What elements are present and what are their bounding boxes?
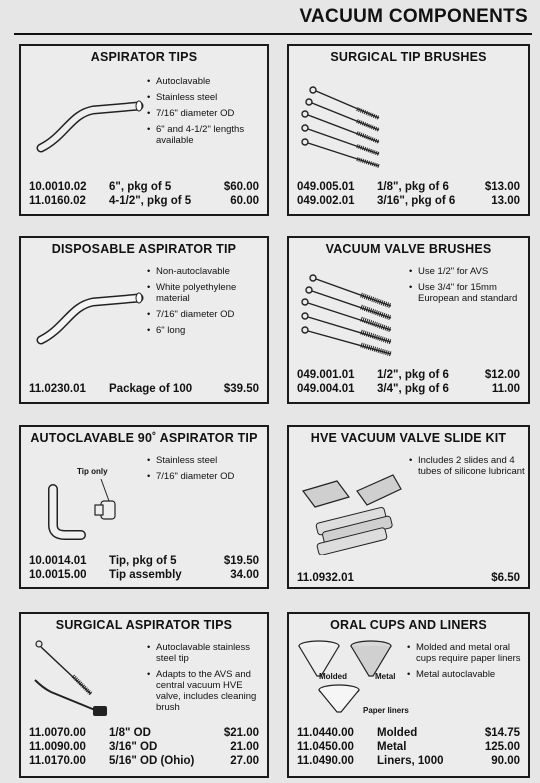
price-row: 11.0090.00 3/16" OD 21.00 bbox=[29, 741, 259, 753]
bullet: • Use 1/2" for AVS bbox=[409, 266, 525, 277]
panel-vacuum-valve-brushes bbox=[287, 236, 530, 404]
brush-illustration bbox=[299, 268, 409, 364]
bullet: • White polyethylene material bbox=[147, 282, 265, 304]
price-row: 11.0070.00 1/8" OD $21.00 bbox=[29, 727, 259, 739]
bullet: • Molded and metal oral cups require paper liners bbox=[407, 642, 527, 664]
price-row: 10.0015.00 Tip assembly 34.00 bbox=[29, 569, 259, 581]
price-row: 049.001.01 1/2", pkg of 6 $12.00 bbox=[297, 369, 520, 381]
bullet: • 7/16" diameter OD bbox=[147, 471, 265, 482]
bullet: • Use 3/4" for 15mm European and standard bbox=[409, 282, 525, 304]
price-row: 11.0490.00 Liners, 1000 90.00 bbox=[297, 755, 520, 767]
bullet: • Adapts to the AVS and central vacuum HVE valve, includes cleaning brush bbox=[147, 669, 265, 713]
panel-title: AUTOCLAVABLE 90˚ ASPIRATOR TIP bbox=[30, 431, 258, 445]
panel-oral-cups-liners bbox=[287, 612, 530, 778]
bullet: • Stainless steel bbox=[147, 92, 265, 103]
panel-title: DISPOSABLE ASPIRATOR TIP bbox=[51, 242, 237, 256]
price-row: 049.004.01 3/4", pkg of 6 11.00 bbox=[297, 383, 520, 395]
panel-surgical-tip-brushes bbox=[287, 44, 530, 216]
bullet: • Non-autoclavable bbox=[147, 266, 265, 277]
brush-illustration bbox=[299, 80, 419, 180]
bullet: • Autoclavable stainless steel tip bbox=[147, 642, 265, 664]
bullet: • Includes 2 slides and 4 tubes of silicone lubricant bbox=[409, 455, 525, 477]
bullet: • 7/16" diameter OD bbox=[147, 108, 265, 119]
panel-title: ORAL CUPS AND LINERS bbox=[330, 618, 487, 632]
price-row: 11.0450.00 Metal 125.00 bbox=[297, 741, 520, 753]
bullet: • Autoclavable bbox=[147, 76, 265, 87]
disposable-tip-illustration bbox=[35, 288, 145, 346]
panel-title: VACUUM VALVE BRUSHES bbox=[325, 242, 492, 256]
bullet: • 6" and 4-1/2" lengths available bbox=[147, 124, 265, 146]
bullet: • 7/16" diameter OD bbox=[147, 309, 265, 320]
bullet: • Metal autoclavable bbox=[407, 669, 527, 680]
ninety-degree-tip-illustration bbox=[39, 477, 139, 547]
price-row: 11.0160.02 4-1/2", pkg of 5 60.00 bbox=[29, 195, 259, 207]
bullet: • Stainless steel bbox=[147, 455, 265, 466]
slide-kit-illustration bbox=[297, 463, 412, 555]
panel-hve-slide-kit bbox=[287, 425, 530, 589]
panel-aspirator-tips bbox=[19, 44, 269, 216]
title-rule bbox=[14, 33, 532, 35]
molded-label: Molded bbox=[319, 672, 347, 681]
aspirator-tip-illustration bbox=[35, 96, 145, 154]
panel-disposable-aspirator-tip bbox=[19, 236, 269, 404]
panel-title: SURGICAL TIP BRUSHES bbox=[330, 50, 487, 64]
metal-label: Metal bbox=[375, 672, 396, 681]
bullet: • 6" long bbox=[147, 325, 265, 336]
price-row: 11.0230.01 Package of 100 $39.50 bbox=[29, 383, 259, 395]
price-row: 11.0932.01 $6.50 bbox=[297, 572, 520, 584]
page-title: VACUUM COMPONENTS bbox=[299, 6, 528, 27]
price-row: 10.0010.02 6", pkg of 5 $60.00 bbox=[29, 181, 259, 193]
panel-title: HVE VACUUM VALVE SLIDE KIT bbox=[310, 431, 507, 445]
price-row: 049.005.01 1/8", pkg of 6 $13.00 bbox=[297, 181, 520, 193]
price-row: 11.0440.00 Molded $14.75 bbox=[297, 727, 520, 739]
surgical-tip-illustration bbox=[29, 638, 139, 728]
panel-autoclavable-90-tip bbox=[19, 425, 269, 589]
panel-title: ASPIRATOR TIPS bbox=[90, 50, 198, 64]
paper-liners-label: Paper liners bbox=[363, 706, 409, 715]
price-row: 11.0170.00 5/16" OD (Ohio) 27.00 bbox=[29, 755, 259, 767]
price-row: 049.002.01 3/16", pkg of 6 13.00 bbox=[297, 195, 520, 207]
price-row: 10.0014.01 Tip, pkg of 5 $19.50 bbox=[29, 555, 259, 567]
panel-surgical-aspirator-tips bbox=[19, 612, 269, 778]
panel-title: SURGICAL ASPIRATOR TIPS bbox=[55, 618, 233, 632]
tip-only-label: Tip only bbox=[77, 467, 108, 476]
